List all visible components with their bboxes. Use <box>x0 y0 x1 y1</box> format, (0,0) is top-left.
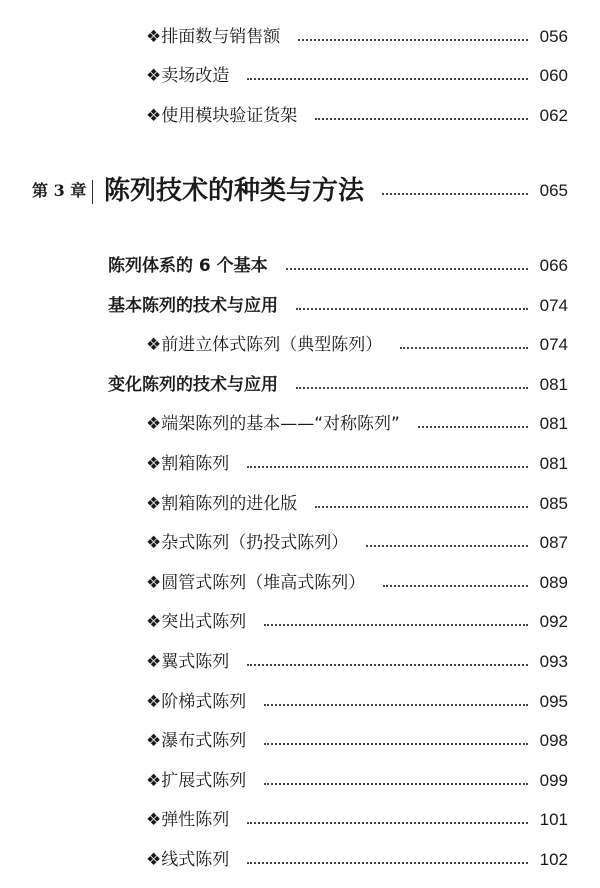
toc-entry <box>0 766 600 796</box>
toc-entry <box>0 251 600 281</box>
toc-entry-page: 085 <box>539 494 568 513</box>
dot-leader <box>264 783 527 785</box>
toc-entry-title: ❖割箱陈列的进化版 <box>146 494 298 514</box>
toc-entry-title: ❖圆管式陈列（堆高式陈列） <box>146 573 366 593</box>
dot-leader <box>247 466 527 468</box>
toc-entry-title: 变化陈列的技术与应用 <box>108 375 278 395</box>
chapter-number: 第 3 章 <box>32 181 87 200</box>
chapter-title: 陈列技术的种类与方法 <box>104 176 365 206</box>
toc-entry-page: 074 <box>539 296 568 315</box>
dot-leader <box>315 118 527 120</box>
dot-leader <box>382 193 528 195</box>
toc-entry-page: 087 <box>539 533 568 552</box>
toc-entry <box>0 805 600 835</box>
toc-entry-title: ❖端架陈列的基本——“对称陈列” <box>146 414 400 434</box>
dot-leader <box>264 743 527 745</box>
toc-entry-title: ❖割箱陈列 <box>146 454 230 474</box>
toc-entry-page: 066 <box>539 256 568 275</box>
toc-entry <box>0 647 600 677</box>
toc-entry-title: 陈列体系的 6 个基本 <box>108 256 268 276</box>
toc-entry-title: 基本陈列的技术与应用 <box>108 296 278 316</box>
dot-leader <box>366 545 527 547</box>
toc-entry <box>0 61 600 91</box>
toc-entry-page: 056 <box>539 27 568 46</box>
toc-entry-page: 093 <box>539 652 568 671</box>
chapter-divider <box>92 180 93 204</box>
toc-entry-page: 081 <box>539 375 568 394</box>
toc-entry <box>0 568 600 598</box>
dot-leader <box>400 347 527 349</box>
dot-leader <box>383 585 527 587</box>
toc-entry <box>0 489 600 519</box>
dot-leader <box>296 387 528 389</box>
toc-entry <box>0 687 600 717</box>
toc-entry-page: 092 <box>539 612 568 631</box>
toc-entry-title: ❖前进立体式陈列（典型陈列） <box>146 335 383 355</box>
toc-entry-title: ❖瀑布式陈列 <box>146 731 247 751</box>
toc-entry-page: 098 <box>539 731 568 750</box>
dot-leader <box>264 624 527 626</box>
dot-leader <box>418 426 528 428</box>
toc-entry <box>0 291 600 321</box>
toc-entry-title: ❖使用模块验证货架 <box>146 106 298 126</box>
toc-entry <box>0 370 600 400</box>
toc-entry <box>0 22 600 52</box>
toc-entry-title: ❖弹性陈列 <box>146 810 230 830</box>
toc-entry <box>0 101 600 131</box>
toc-entry-page: 062 <box>539 106 568 125</box>
dot-leader <box>247 822 527 824</box>
toc-entry-title: ❖翼式陈列 <box>146 652 230 672</box>
toc-entry-title: ❖阶梯式陈列 <box>146 692 247 712</box>
dot-leader <box>247 664 527 666</box>
toc-entry-page: 081 <box>539 454 568 473</box>
dot-leader <box>264 704 527 706</box>
toc-entry <box>0 726 600 756</box>
chapter-heading <box>0 171 600 211</box>
toc-entry-title: ❖突出式陈列 <box>146 612 247 632</box>
toc-entry-page: 101 <box>539 810 568 829</box>
dot-leader <box>298 39 527 41</box>
toc-entry-page: 099 <box>539 771 568 790</box>
toc-entry-title: ❖扩展式陈列 <box>146 771 247 791</box>
toc-entry-page: 089 <box>539 573 568 592</box>
toc-entry <box>0 528 600 558</box>
toc-entry <box>0 449 600 479</box>
dot-leader <box>315 506 527 508</box>
dot-leader <box>247 78 527 80</box>
toc-entry <box>0 330 600 360</box>
dot-leader <box>286 268 528 270</box>
toc-entry <box>0 409 600 439</box>
dot-leader <box>247 862 527 864</box>
toc-entry-title: ❖卖场改造 <box>146 66 230 86</box>
dot-leader <box>296 308 528 310</box>
toc-entry-page: 060 <box>539 66 568 85</box>
toc-entry-page: 074 <box>539 335 568 354</box>
chapter-page: 065 <box>539 181 568 200</box>
toc-entry <box>0 607 600 637</box>
toc-entry <box>0 845 600 875</box>
toc-entry-page: 102 <box>539 850 568 869</box>
toc-entry-title: ❖排面数与销售额 <box>146 27 281 47</box>
toc-entry-title: ❖杂式陈列（扔投式陈列） <box>146 533 349 553</box>
toc-entry-page: 095 <box>539 692 568 711</box>
toc-entry-page: 081 <box>539 414 568 433</box>
toc-entry-title: ❖线式陈列 <box>146 850 230 870</box>
